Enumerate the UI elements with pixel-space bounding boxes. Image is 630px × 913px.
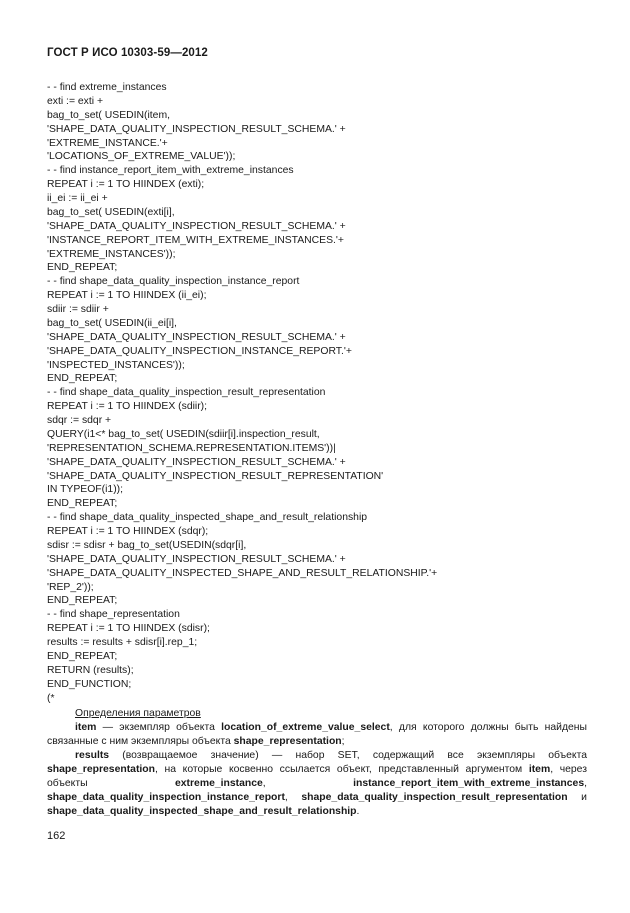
code-line: REPEAT i := 1 TO HIINDEX (exti); [47, 179, 205, 191]
code-line: bag_to_set( USEDIN(exti[i], [47, 206, 175, 218]
ref-instance-report-item: instance_report_item_with_extreme_instances [353, 778, 585, 789]
code-line: sdisr := sdisr + bag_to_set(USEDIN(sdqr[i], [47, 539, 247, 551]
ref-extreme-instance: extreme_instance [174, 778, 263, 789]
ref-result-representation: shape_data_quality_inspection_result_representation [301, 792, 568, 803]
code-line: - - find shape_data_quality_inspected_shape_and_result_relationship [47, 512, 368, 524]
ref-item: item [528, 764, 551, 775]
code-line: results := results + sdisr[i].rep_1; [47, 637, 198, 648]
code-line: 'EXTREME_INSTANCE.'+ [47, 137, 168, 149]
code-line: 'SHAPE_DATA_QUALITY_INSPECTION_INSTANCE_REPORT.'+ [47, 345, 352, 357]
code-line: 'EXTREME_INSTANCES')); [47, 248, 176, 260]
code-line: 'LOCATIONS_OF_EXTREME_VALUE')); [47, 151, 236, 163]
text: . [356, 806, 360, 817]
code-line: END_REPEAT; [47, 262, 118, 274]
code-line: END_FUNCTION; [47, 678, 132, 690]
code-line: REPEAT i := 1 TO HIINDEX (sdisr); [47, 623, 210, 635]
code-line: 'SHAPE_DATA_QUALITY_INSPECTION_RESULT_SCHEMA.' + [47, 220, 346, 232]
term-results: results [75, 750, 110, 761]
code-line: sdqr := sdqr + [47, 415, 112, 426]
code-line: - - find shape_representation [47, 609, 180, 621]
code-line: REPEAT i := 1 TO HIINDEX (sdqr); [47, 526, 209, 537]
parameter-definitions [47, 707, 587, 819]
code-line: sdiir := sdiir + [47, 304, 109, 315]
code-line: 'SHAPE_DATA_QUALITY_INSPECTED_SHAPE_AND_RESULT_RELATIONSHIP.'+ [47, 567, 438, 579]
code-line: 'SHAPE_DATA_QUALITY_INSPECTION_RESULT_SCHEMA.' + [47, 553, 346, 565]
code-line: END_REPEAT; [47, 650, 118, 662]
code-line: - - find shape_data_quality_inspection_result_representation [47, 387, 326, 399]
code-line: QUERY(i1<* bag_to_set( USEDIN(sdiir[i].inspection_result, [47, 428, 320, 440]
code-line: REPEAT i := 1 TO HIINDEX (ii_ei); [47, 290, 207, 302]
code-line: RETURN (results); [47, 664, 134, 676]
ref-shape-representation: shape_representation [47, 764, 155, 775]
text: , [262, 778, 354, 789]
code-line: 'REPRESENTATION_SCHEMA.REPRESENTATION.ITEMS'))| [47, 442, 336, 454]
code-line: 'INSTANCE_REPORT_ITEM_WITH_EXTREME_INSTANCES.'+ [47, 234, 344, 246]
definitions-heading-text: Определения параметров [75, 708, 201, 719]
code-line: 'REP_2')); [47, 581, 94, 593]
definition-item [47, 721, 587, 749]
text: , для которого должны быть найдены связанные с ним экземпляры объекта [47, 722, 588, 747]
ref-inspected-shape-relationship: shape_data_quality_inspected_shape_and_result_relationship [47, 806, 357, 817]
text: , на которые косвенно ссылается объект, представленный аргументом [155, 764, 529, 775]
code-line: (* [47, 692, 55, 704]
code-line: bag_to_set( USEDIN(item, [47, 109, 171, 121]
code-line: END_REPEAT; [47, 595, 118, 607]
ref-location-of-extreme-value-select: location_of_extreme_value_select [221, 722, 390, 733]
code-line: END_REPEAT; [47, 498, 118, 510]
code-listing [47, 81, 607, 705]
code-line: ii_ei := ii_ei + [47, 193, 108, 204]
code-line: 'SHAPE_DATA_QUALITY_INSPECTION_RESULT_REPRESENTATION' [47, 470, 384, 482]
code-line: exti := exti + [47, 95, 104, 107]
code-line: END_REPEAT; [47, 373, 118, 385]
definitions-heading [47, 707, 587, 721]
term-item: item [75, 722, 97, 733]
ref-shape-representation: shape_representation [233, 736, 342, 747]
code-line: REPEAT i := 1 TO HIINDEX (sdiir); [47, 401, 208, 413]
code-line: - - find instance_report_item_with_extreme_instances [47, 165, 294, 177]
text: — экземпляр объекта [96, 722, 222, 733]
ref-instance-report: shape_data_quality_inspection_instance_report [47, 792, 285, 803]
code-line: 'SHAPE_DATA_QUALITY_INSPECTION_RESULT_SCHEMA.' + [47, 331, 346, 343]
code-line: - - find extreme_instances [47, 82, 167, 93]
text: , [584, 778, 588, 789]
text: ; [341, 736, 345, 747]
code-line: 'INSPECTED_INSTANCES')); [47, 359, 185, 371]
code-line: 'SHAPE_DATA_QUALITY_INSPECTION_RESULT_SCHEMA.' + [47, 456, 346, 468]
document-header: ГОСТ Р ИСО 10303-59—2012 [47, 47, 208, 59]
text: и [567, 792, 587, 803]
code-line: IN TYPEOF(i1)); [47, 484, 124, 496]
code-line: - - find shape_data_quality_inspection_instance_report [47, 276, 300, 288]
definition-results [47, 749, 587, 819]
text: (возвращаемое значение) — набор SET, содержащий все экземпляры объекта [109, 750, 587, 761]
page-number: 162 [47, 830, 66, 842]
code-line: 'SHAPE_DATA_QUALITY_INSPECTION_RESULT_SCHEMA.' + [47, 123, 346, 135]
code-line: bag_to_set( USEDIN(ii_ei[i], [47, 317, 177, 329]
text: , через объекты [47, 764, 587, 789]
text: , [284, 792, 302, 803]
